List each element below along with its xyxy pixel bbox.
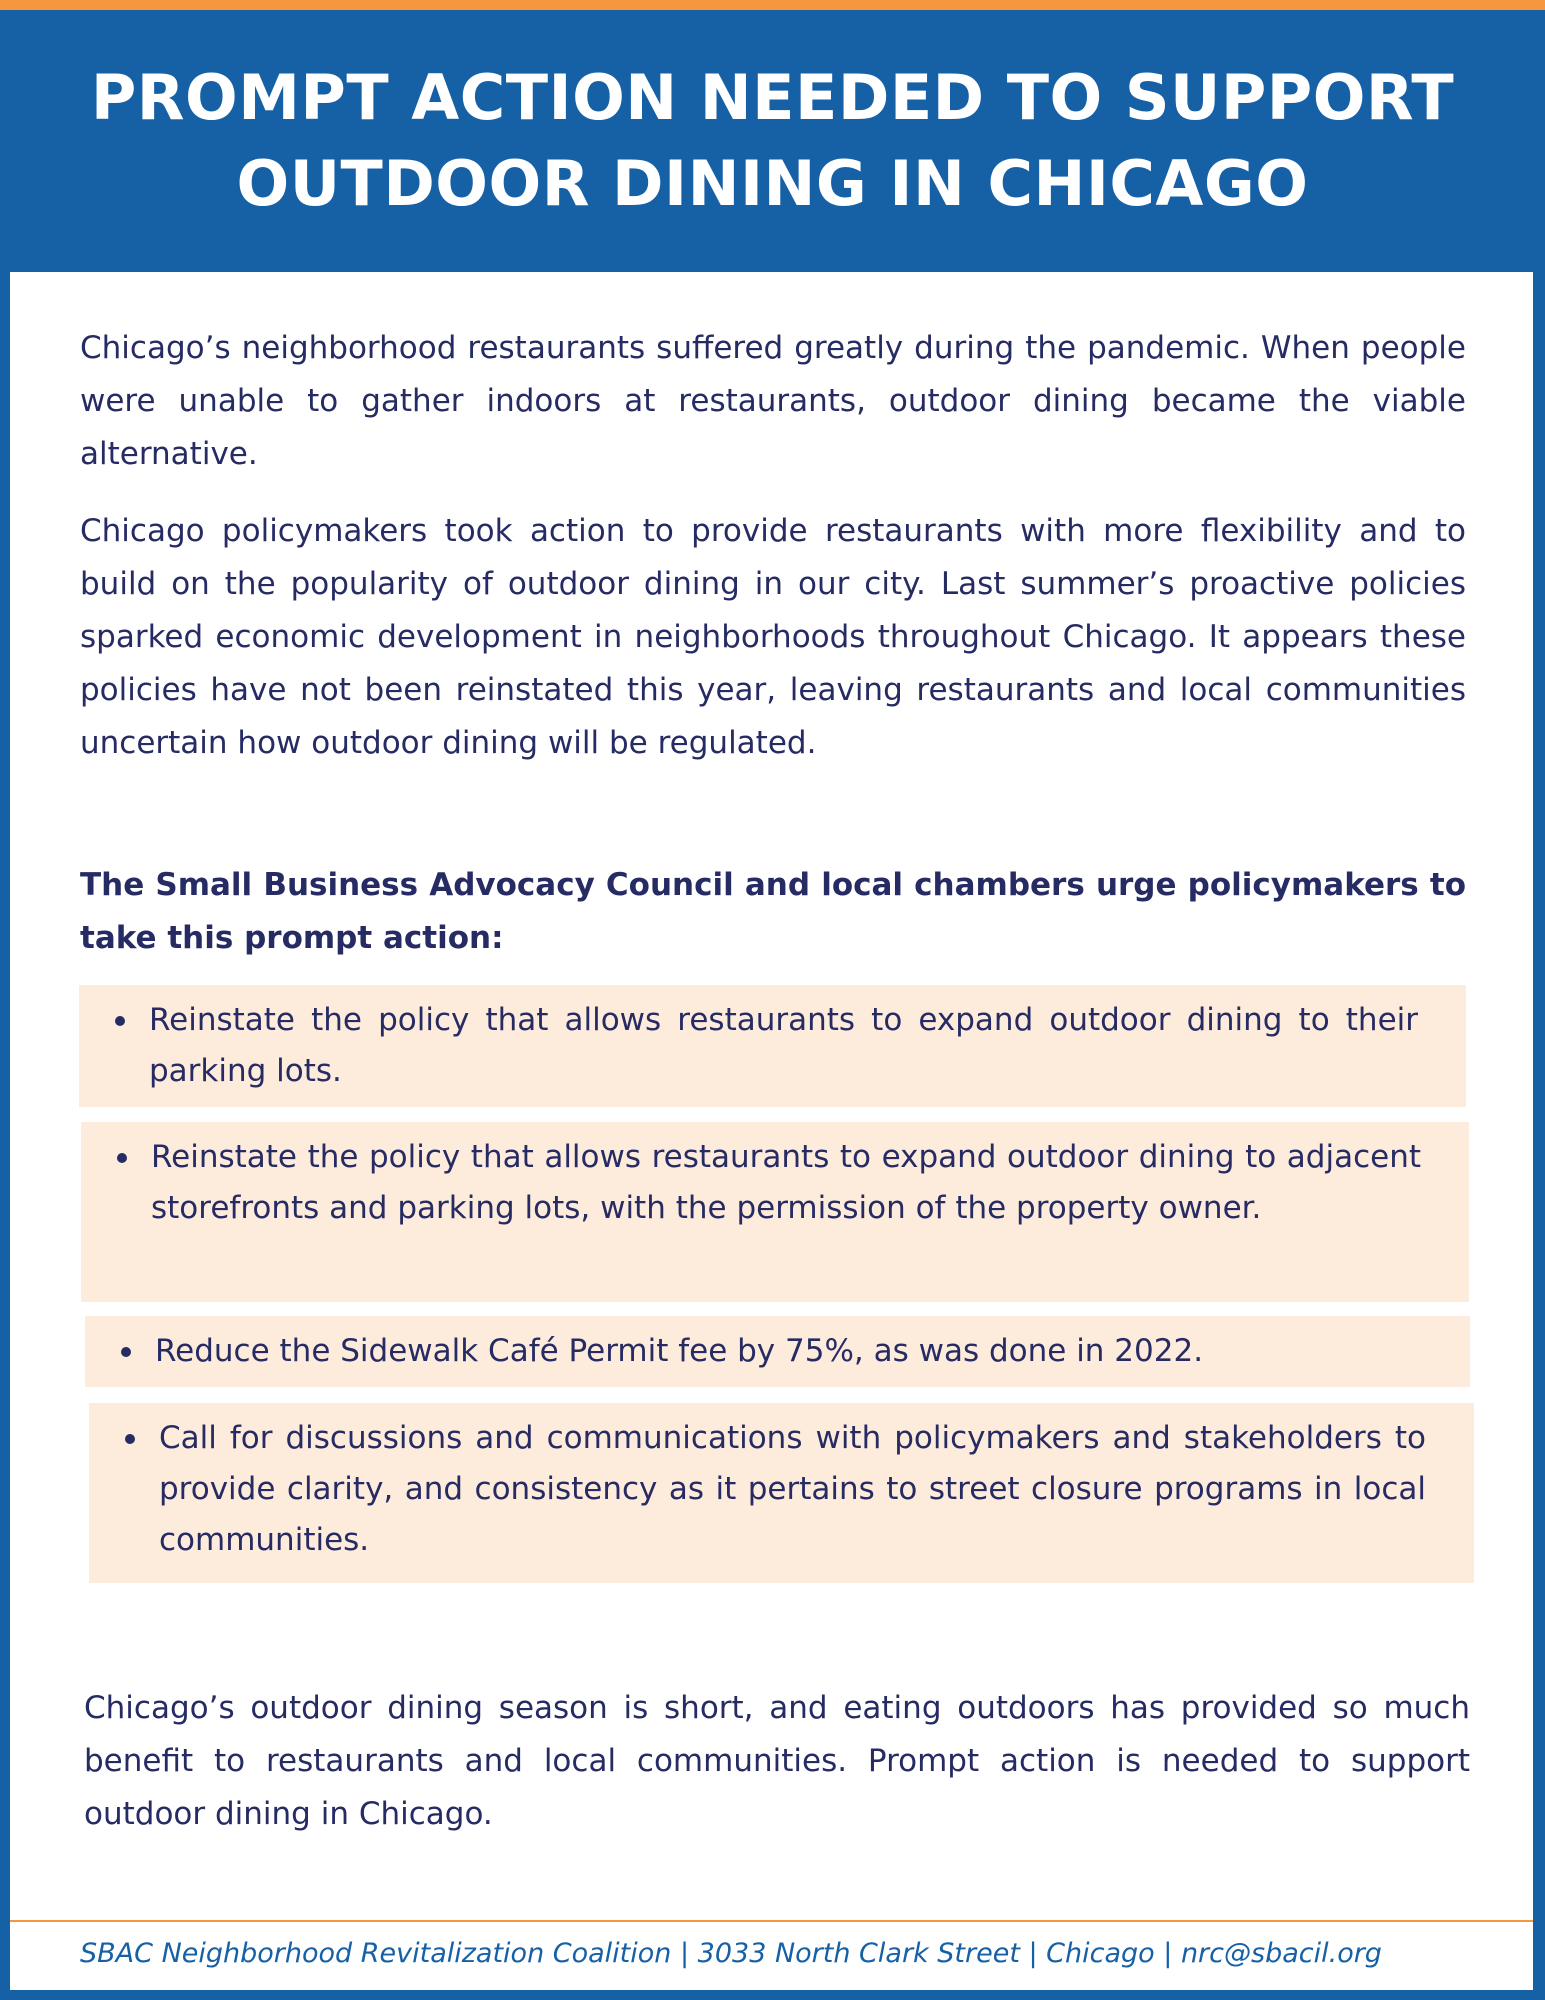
call-to-action-lead: The Small Business Advocacy Council and local chambers urge policymakers to take this prompt action: — [80, 867, 1466, 956]
action-item-text: Call for discussions and communications with policymakers and stakeholders to provide clarity, and consistency as it pertains to street closure programs in local communities. — [159, 1420, 1426, 1558]
page-title: PROMPT ACTION NEEDED TO SUPPORT OUTDOOR DINING IN CHICAGO — [90, 61, 1455, 220]
top-accent-stripe — [0, 0, 1545, 10]
intro-paragraph-1: Chicago’s neighborhood restaurants suffered greatly during the pandemic. When people were unable to gather indoors at restaurants, outdoor dining became the viable alternative. — [80, 330, 1466, 472]
bullet-icon — [115, 1016, 125, 1026]
header-banner — [0, 10, 1545, 272]
action-item-text: Reinstate the policy that allows restaurants to expand outdoor dining to adjacent storefronts and parking lots, with the permission of the property owner. — [151, 1139, 1421, 1226]
intro-paragraph-2: Chicago policymakers took action to provide restaurants with more flexibility and to build on the popularity of outdoor dining in our city. Last summer’s proactive policies sparked economic development in neighborhoods throughout Chicago. It appears these policies have not been reinstated this year, leaving restaurants and local communities uncertain how outdoor dining will be regulated. — [80, 513, 1466, 761]
action-item-text: Reduce the Sidewalk Café Permit fee by 75%, as was done in 2022. — [155, 1333, 1204, 1369]
bullet-icon — [125, 1434, 135, 1444]
footer-divider — [10, 1920, 1533, 1922]
bullet-icon — [117, 1153, 127, 1163]
action-item — [81, 1122, 1469, 1302]
footer-contact: SBAC Neighborhood Revitalization Coalition | 3033 North Clark Street | Chicago | nrc@sbacil.org — [80, 1938, 1382, 1969]
closing-paragraph: Chicago’s outdoor dining season is short, and eating outdoors has provided so much benefit to restaurants and local communities. Prompt action is needed to support outdoor dining in Chicago. — [84, 1690, 1470, 1832]
action-item — [89, 1403, 1474, 1583]
document-body — [10, 272, 1533, 1990]
bullet-icon — [121, 1347, 131, 1357]
action-item-text: Reinstate the policy that allows restaurants to expand outdoor dining to their parking lots. — [149, 1002, 1418, 1089]
action-item — [85, 1316, 1470, 1387]
action-item — [79, 985, 1466, 1107]
